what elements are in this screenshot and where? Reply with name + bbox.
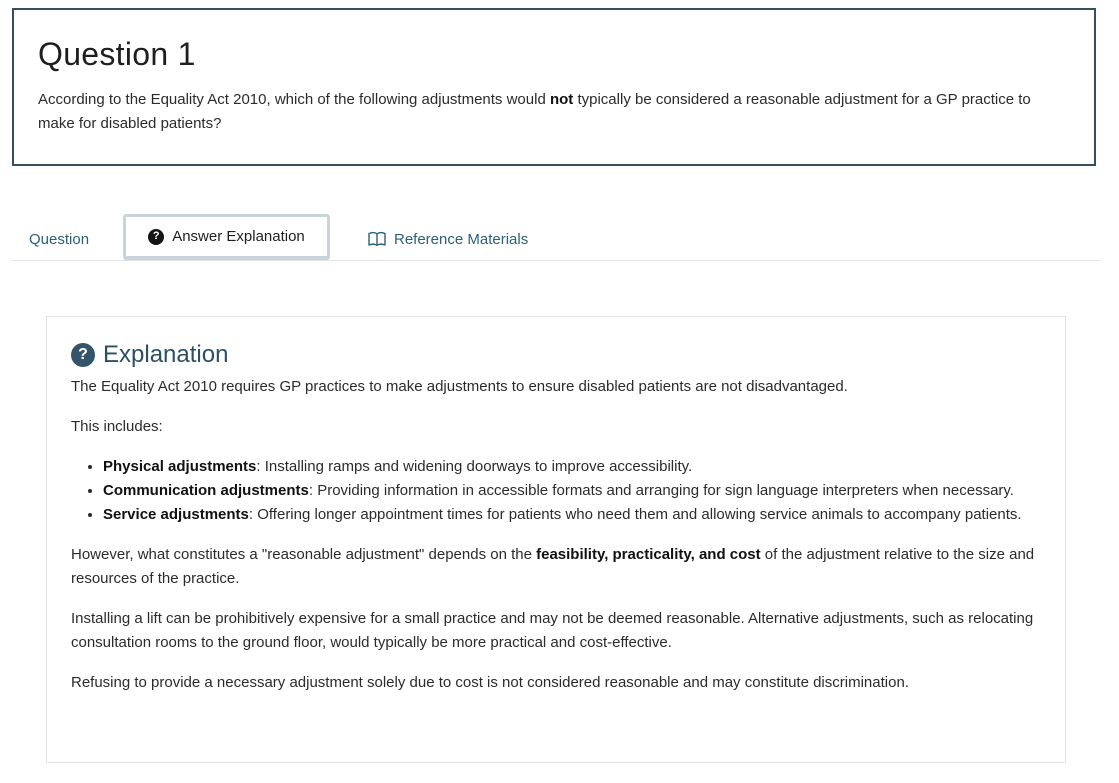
list-item — [103, 503, 1041, 527]
list-item-heading: Service adjustments — [103, 506, 249, 523]
however-text-part: of the adjustment relative to the size and resources of the practice. — [71, 546, 1035, 587]
list-item — [103, 479, 1041, 503]
list-item-text: : Providing information in accessible formats and arranging for sign language interpreters when necessary. — [308, 482, 1014, 499]
explanation-intro: The Equality Act 2010 requires GP practices to make adjustments to ensure disabled patients are not disadvantaged. — [71, 378, 848, 395]
list-item-text: : Installing ramps and widening doorways to improve accessibility. — [256, 458, 693, 475]
tab-reference-materials[interactable] — [368, 216, 528, 262]
explanation-however — [71, 543, 1041, 591]
question-text-part: typically be considered a reasonable adjustment for a GP practice to make for disabled patients? — [38, 91, 1031, 132]
question-text-part: According to the Equality Act 2010, which of the following adjustments would — [38, 91, 550, 108]
question-card — [12, 8, 1096, 166]
list-item-text: : Offering longer appointment times for patients who need them and allowing service animals to accompany patients. — [248, 506, 1022, 523]
list-item-heading: Physical adjustments — [103, 458, 257, 475]
however-text-part: However, what constitutes a "reasonable adjustment" depends on the — [71, 546, 537, 563]
explanation-title: Explanation — [103, 341, 229, 368]
tab-question-label: Question — [29, 230, 90, 248]
adjustment-list — [71, 455, 1041, 527]
explanation-header — [71, 341, 1041, 369]
however-emphasis: feasibility, practicality, and cost — [536, 546, 761, 563]
book-icon — [368, 231, 386, 247]
question-text — [38, 88, 1070, 136]
list-item — [103, 455, 1041, 479]
list-item-heading: Communication adjustments — [103, 482, 309, 499]
tab-answer-explanation-label: Answer Explanation — [172, 228, 305, 245]
tab-bar — [12, 214, 1100, 261]
explanation-card — [46, 316, 1066, 763]
explanation-refusing: Refusing to provide a necessary adjustment solely due to cost is not considered reasonable and may constitute discrimination. — [71, 674, 909, 691]
explanation-includes: This includes: — [71, 418, 163, 435]
question-circle-icon: ? — [148, 229, 164, 245]
tab-reference-materials-label: Reference Materials — [394, 230, 529, 248]
explanation-body — [71, 375, 1041, 695]
tab-answer-explanation[interactable] — [123, 214, 330, 260]
question-circle-icon: ? — [71, 343, 95, 367]
tab-question[interactable] — [29, 216, 89, 262]
question-text-emphasis: not — [549, 91, 574, 108]
question-title: Question 1 — [38, 36, 196, 72]
explanation-lift: Installing a lift can be prohibitively expensive for a small practice and may not be deemed reasonable. Alternative adjustments, such as relocating consultation rooms to the ground floor, would typically be more practical and cost-effective. — [71, 610, 1034, 651]
